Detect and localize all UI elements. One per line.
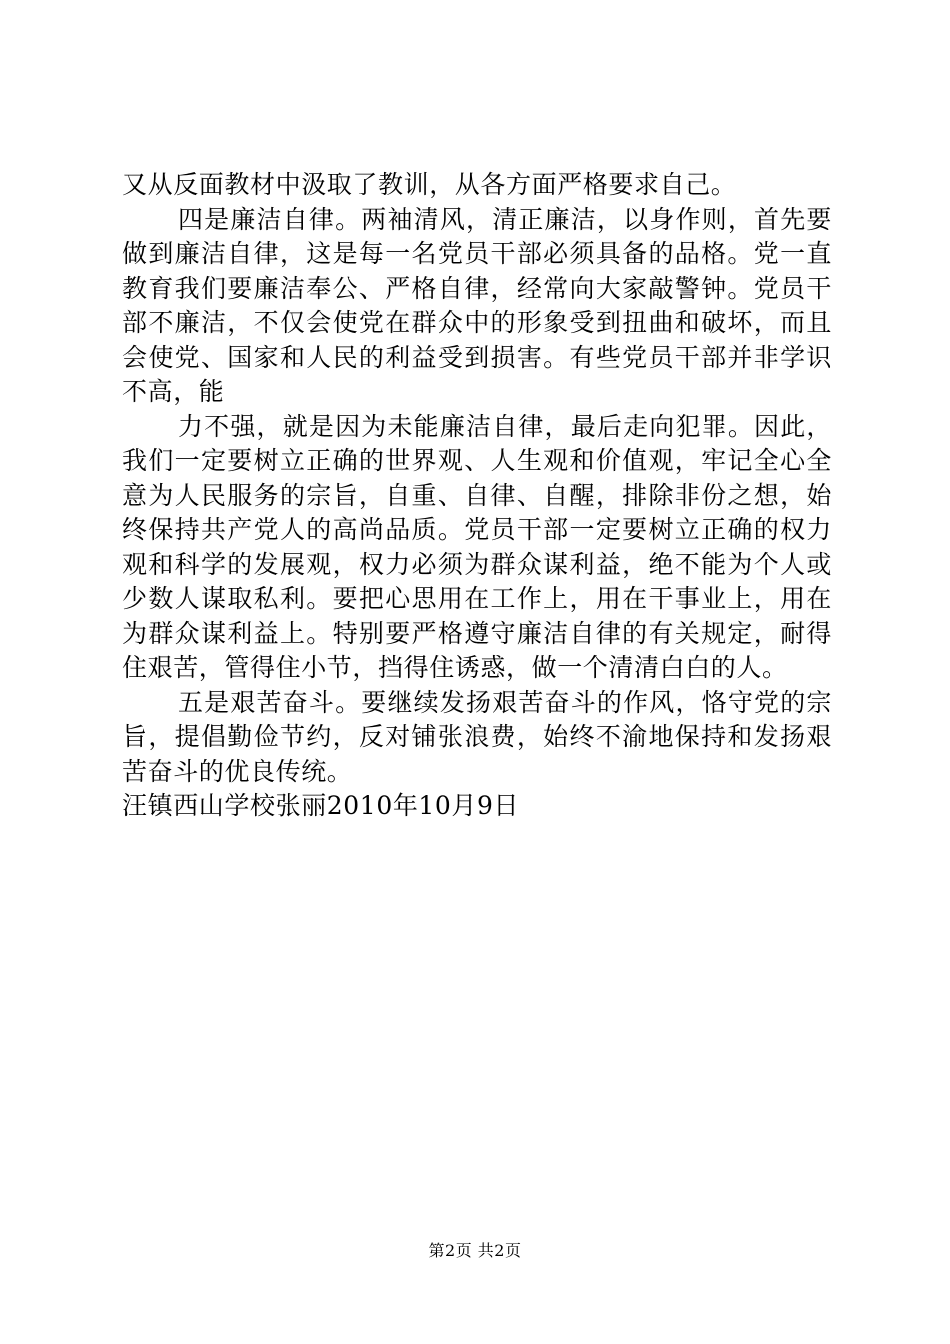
page-number-footer: 第2页 共2页 bbox=[428, 1241, 522, 1260]
paragraph-integrity: 四是廉洁自律。两袖清风，清正廉洁，以身作则，首先要做到廉洁自律，这是每一名党员干部必须具备的品格。党一直教育我们要廉洁奉公、严格自律，经常向大家敲警钟。党员干部不廉洁，不仅会使党在群众中的形象受到扭曲和破坏，而且会使党、国家和人民的利益受到损害。有些党员干部并非学识不高，能 bbox=[122, 204, 832, 406]
document-body bbox=[122, 168, 832, 824]
paragraph-hard-work: 五是艰苦奋斗。要继续发扬艰苦奋斗的作风，恪守党的宗旨，提倡勤俭节约，反对铺张浪费，始终不渝地保持和发扬艰苦奋斗的优良传统。 bbox=[122, 687, 832, 786]
paragraph-continuation: 又从反面教材中汲取了教训，从各方面严格要求自己。 bbox=[122, 170, 737, 199]
paragraph-integrity-continued: 力不强，就是因为未能廉洁自律，最后走向犯罪。因此，我们一定要树立正确的世界观、人生观和价值观，牢记全心全意为人民服务的宗旨，自重、自律、自醒，排除非份之想，始终保持共产党人的高尚品质。党员干部一定要树立正确的权力观和科学的发展观，权力必须为群众谋利益，绝不能为个人或少数人谋取私利。要把心思用在工作上，用在干事业上，用在为群众谋利益上。特别要严格遵守廉洁自律的有关规定，耐得住艰苦，管得住小节，挡得住诱惑，做一个清清白白的人。 bbox=[122, 411, 832, 682]
signature-line: 汪镇西山学校张丽2010年10月9日 bbox=[122, 791, 520, 820]
